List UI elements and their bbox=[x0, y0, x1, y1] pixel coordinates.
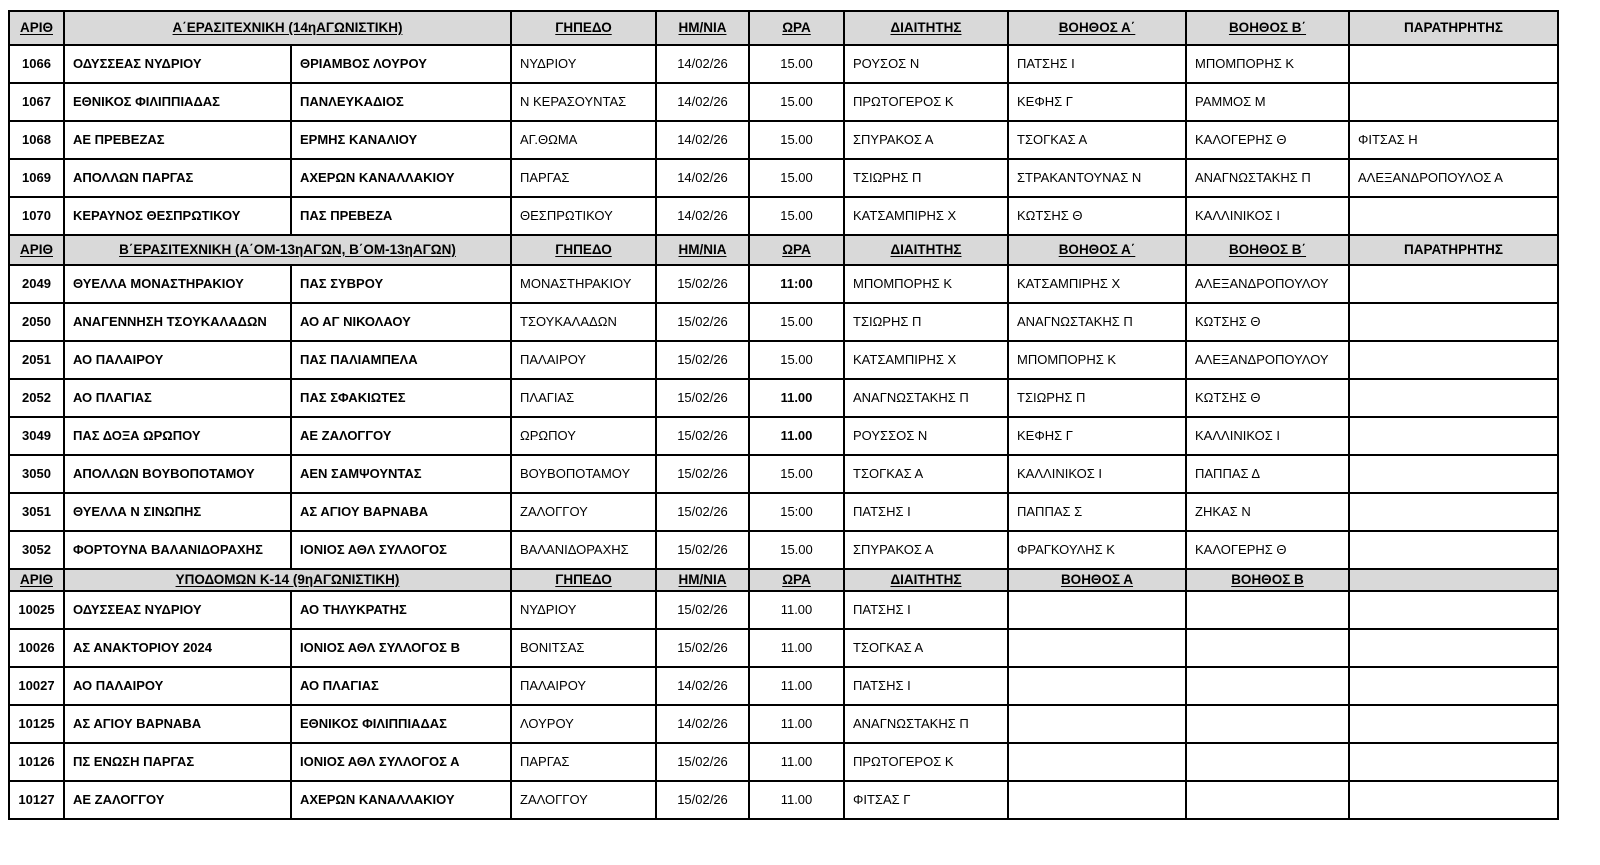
match-time: 15:00 bbox=[749, 493, 844, 531]
assistant-a: ΤΣΟΓΚΑΣ Α bbox=[1008, 121, 1186, 159]
assistant-a bbox=[1008, 705, 1186, 743]
match-row bbox=[9, 197, 1558, 235]
home-team: ΑΝΑΓΕΝΝΗΣΗ ΤΣΟΥΚΑΛΑΔΩΝ bbox=[64, 303, 291, 341]
col-header-time: ΩΡΑ bbox=[749, 11, 844, 45]
match-time: 11.00 bbox=[749, 743, 844, 781]
assistant-b: ΑΛΕΞΑΝΔΡΟΠΟΥΛΟΥ bbox=[1186, 341, 1349, 379]
section-header-row bbox=[9, 11, 1558, 45]
away-team: ΠΑΣ ΣΥΒΡΟΥ bbox=[291, 265, 511, 303]
referee: ΣΠΥΡΑΚΟΣ Α bbox=[844, 121, 1008, 159]
observer bbox=[1349, 493, 1558, 531]
referee: ΤΣΟΓΚΑΣ Α bbox=[844, 629, 1008, 667]
home-team: ΟΔΥΣΣΕΑΣ ΝΥΔΡΙΟΥ bbox=[64, 591, 291, 629]
away-team: ΠΑΝΛΕΥΚΑΔΙΟΣ bbox=[291, 83, 511, 121]
home-team: ΚΕΡΑΥΝΟΣ ΘΕΣΠΡΩΤΙΚΟΥ bbox=[64, 197, 291, 235]
match-number: 10025 bbox=[9, 591, 64, 629]
observer: ΦΙΤΣΑΣ Η bbox=[1349, 121, 1558, 159]
home-team: ΦΟΡΤΟΥΝΑ ΒΑΛΑΝΙΔΟΡΑΧΗΣ bbox=[64, 531, 291, 569]
match-row bbox=[9, 629, 1558, 667]
match-time: 11.00 bbox=[749, 629, 844, 667]
away-team: ΑΟ ΑΓ ΝΙΚΟΛΑΟΥ bbox=[291, 303, 511, 341]
match-number: 1066 bbox=[9, 45, 64, 83]
match-date: 15/02/26 bbox=[656, 531, 749, 569]
referee: ΠΑΤΣΗΣ Ι bbox=[844, 667, 1008, 705]
away-team: ΠΑΣ ΠΡΕΒΕΖΑ bbox=[291, 197, 511, 235]
away-team: ΑΟ ΤΗΛΥΚΡΑΤΗΣ bbox=[291, 591, 511, 629]
referee: ΤΣΙΩΡΗΣ Π bbox=[844, 159, 1008, 197]
match-row bbox=[9, 781, 1558, 819]
match-row bbox=[9, 159, 1558, 197]
assistant-a: ΑΝΑΓΝΩΣΤΑΚΗΣ Π bbox=[1008, 303, 1186, 341]
away-team: ΕΘΝΙΚΟΣ ΦΙΛΙΠΠΙΑΔΑΣ bbox=[291, 705, 511, 743]
observer bbox=[1349, 197, 1558, 235]
venue: Ν ΚΕΡΑΣΟΥΝΤΑΣ bbox=[511, 83, 656, 121]
referee: ΑΝΑΓΝΩΣΤΑΚΗΣ Π bbox=[844, 705, 1008, 743]
empty-area bbox=[1349, 591, 1558, 629]
empty-area bbox=[1349, 781, 1558, 819]
assistant-b: ΖΗΚΑΣ Ν bbox=[1186, 493, 1349, 531]
assistant-b: ΚΑΛΛΙΝΙΚΟΣ Ι bbox=[1186, 197, 1349, 235]
match-row bbox=[9, 83, 1558, 121]
referee: ΑΝΑΓΝΩΣΤΑΚΗΣ Π bbox=[844, 379, 1008, 417]
venue: ΒΟΝΙΤΣΑΣ bbox=[511, 629, 656, 667]
match-row bbox=[9, 303, 1558, 341]
empty-area bbox=[1349, 743, 1558, 781]
home-team: ΑΕ ΖΑΛΟΓΓΟΥ bbox=[64, 781, 291, 819]
match-date: 14/02/26 bbox=[656, 83, 749, 121]
match-number: 1067 bbox=[9, 83, 64, 121]
home-team: ΟΔΥΣΣΕΑΣ ΝΥΔΡΙΟΥ bbox=[64, 45, 291, 83]
match-number: 10127 bbox=[9, 781, 64, 819]
col-header-assistant-b: ΒΟΗΘΟΣ Β΄ bbox=[1186, 235, 1349, 265]
away-team: ΑΧΕΡΩΝ ΚΑΝΑΛΛΑΚΙΟΥ bbox=[291, 159, 511, 197]
section-header-row bbox=[9, 569, 1558, 591]
assistant-a bbox=[1008, 667, 1186, 705]
match-time: 11.00 bbox=[749, 591, 844, 629]
venue: ΒΟΥΒΟΠΟΤΑΜΟΥ bbox=[511, 455, 656, 493]
match-time: 11.00 bbox=[749, 379, 844, 417]
observer bbox=[1349, 531, 1558, 569]
away-team: ΑΣ ΑΓΙΟΥ ΒΑΡΝΑΒΑ bbox=[291, 493, 511, 531]
section-title: Α΄ΕΡΑΣΙΤΕΧΝΙΚΗ (14ηΑΓΩΝΙΣΤΙΚΗ) bbox=[64, 11, 511, 45]
venue: ΠΑΡΓΑΣ bbox=[511, 159, 656, 197]
col-header-venue: ΓΗΠΕΔΟ bbox=[511, 569, 656, 591]
referee: ΠΑΤΣΗΣ Ι bbox=[844, 591, 1008, 629]
match-number: 10026 bbox=[9, 629, 64, 667]
match-number: 3052 bbox=[9, 531, 64, 569]
assistant-b: ΡΑΜΜΟΣ Μ bbox=[1186, 83, 1349, 121]
match-time: 15.00 bbox=[749, 159, 844, 197]
assistant-a: ΚΑΤΣΑΜΠΙΡΗΣ Χ bbox=[1008, 265, 1186, 303]
assistant-b bbox=[1186, 743, 1349, 781]
observer bbox=[1349, 379, 1558, 417]
observer bbox=[1349, 45, 1558, 83]
match-date: 14/02/26 bbox=[656, 705, 749, 743]
assistant-a bbox=[1008, 629, 1186, 667]
home-team: ΑΕ ΠΡΕΒΕΖΑΣ bbox=[64, 121, 291, 159]
home-team: ΠΑΣ ΔΟΞΑ ΩΡΩΠΟΥ bbox=[64, 417, 291, 455]
match-time: 15.00 bbox=[749, 45, 844, 83]
match-number: 2049 bbox=[9, 265, 64, 303]
referee: ΡΟΥΣΣΟΣ Ν bbox=[844, 417, 1008, 455]
match-date: 15/02/26 bbox=[656, 341, 749, 379]
assistant-b bbox=[1186, 629, 1349, 667]
col-header-assistant-a: ΒΟΗΘΟΣ Α bbox=[1008, 569, 1186, 591]
match-number: 1068 bbox=[9, 121, 64, 159]
assistant-b bbox=[1186, 591, 1349, 629]
assistant-a: ΜΠΟΜΠΟΡΗΣ Κ bbox=[1008, 341, 1186, 379]
match-row bbox=[9, 493, 1558, 531]
match-number: 1070 bbox=[9, 197, 64, 235]
match-row bbox=[9, 591, 1558, 629]
match-date: 15/02/26 bbox=[656, 781, 749, 819]
match-time: 15.00 bbox=[749, 455, 844, 493]
match-number: 10126 bbox=[9, 743, 64, 781]
away-team: ΑΕ ΖΑΛΟΓΓΟΥ bbox=[291, 417, 511, 455]
assistant-b bbox=[1186, 667, 1349, 705]
referee: ΠΡΩΤΟΓΕΡΟΣ Κ bbox=[844, 743, 1008, 781]
assistant-a: ΤΣΙΩΡΗΣ Π bbox=[1008, 379, 1186, 417]
venue: ΠΑΡΓΑΣ bbox=[511, 743, 656, 781]
match-date: 15/02/26 bbox=[656, 629, 749, 667]
col-header-referee: ΔΙΑΙΤΗΤΗΣ bbox=[844, 235, 1008, 265]
assistant-a: ΠΑΠΠΑΣ Σ bbox=[1008, 493, 1186, 531]
col-header-arith: ΑΡΙΘ bbox=[9, 11, 64, 45]
match-number: 3050 bbox=[9, 455, 64, 493]
match-date: 14/02/26 bbox=[656, 197, 749, 235]
observer bbox=[1349, 455, 1558, 493]
col-header-referee: ΔΙΑΙΤΗΤΗΣ bbox=[844, 569, 1008, 591]
match-time: 15.00 bbox=[749, 341, 844, 379]
observer bbox=[1349, 265, 1558, 303]
col-header-time: ΩΡΑ bbox=[749, 569, 844, 591]
venue: ΠΑΛΑΙΡΟΥ bbox=[511, 667, 656, 705]
assistant-b: ΚΩΤΣΗΣ Θ bbox=[1186, 379, 1349, 417]
observer: ΑΛΕΞΑΝΔΡΟΠΟΥΛΟΣ Α bbox=[1349, 159, 1558, 197]
match-row bbox=[9, 417, 1558, 455]
match-row bbox=[9, 743, 1558, 781]
away-team: ΑΟ ΠΛΑΓΙΑΣ bbox=[291, 667, 511, 705]
assistant-b: ΠΑΠΠΑΣ Δ bbox=[1186, 455, 1349, 493]
venue: ΤΣΟΥΚΑΛΑΔΩΝ bbox=[511, 303, 656, 341]
col-header-date: ΗΜ/ΝΙΑ bbox=[656, 235, 749, 265]
referee: ΠΡΩΤΟΓΕΡΟΣ Κ bbox=[844, 83, 1008, 121]
venue: ΛΟΥΡΟΥ bbox=[511, 705, 656, 743]
match-row bbox=[9, 705, 1558, 743]
match-time: 15.00 bbox=[749, 83, 844, 121]
assistant-b bbox=[1186, 781, 1349, 819]
match-time: 11:00 bbox=[749, 265, 844, 303]
assistant-a bbox=[1008, 781, 1186, 819]
assistant-a bbox=[1008, 743, 1186, 781]
col-header-observer: ΠΑΡΑΤΗΡΗΤΗΣ bbox=[1349, 235, 1558, 265]
match-number: 10027 bbox=[9, 667, 64, 705]
match-row bbox=[9, 379, 1558, 417]
match-number: 2050 bbox=[9, 303, 64, 341]
section-title: ΥΠΟΔΟΜΩΝ Κ-14 (9ηΑΓΩΝΙΣΤΙΚΗ) bbox=[64, 569, 511, 591]
match-row bbox=[9, 531, 1558, 569]
col-header-assistant-b: ΒΟΗΘΟΣ Β΄ bbox=[1186, 11, 1349, 45]
assistant-a: ΦΡΑΓΚΟΥΛΗΣ Κ bbox=[1008, 531, 1186, 569]
referee: ΠΑΤΣΗΣ Ι bbox=[844, 493, 1008, 531]
assistant-a: ΚΕΦΗΣ Γ bbox=[1008, 417, 1186, 455]
referee: ΣΠΥΡΑΚΟΣ Α bbox=[844, 531, 1008, 569]
observer bbox=[1349, 83, 1558, 121]
away-team: ΑΕΝ ΣΑΜΨΟΥΝΤΑΣ bbox=[291, 455, 511, 493]
venue: ΖΑΛΟΓΓΟΥ bbox=[511, 493, 656, 531]
assistant-b: ΚΩΤΣΗΣ Θ bbox=[1186, 303, 1349, 341]
match-time: 15.00 bbox=[749, 531, 844, 569]
referee: ΚΑΤΣΑΜΠΙΡΗΣ Χ bbox=[844, 341, 1008, 379]
match-number: 2052 bbox=[9, 379, 64, 417]
match-date: 15/02/26 bbox=[656, 265, 749, 303]
venue: ΘΕΣΠΡΩΤΙΚΟΥ bbox=[511, 197, 656, 235]
assistant-b bbox=[1186, 705, 1349, 743]
home-team: ΕΘΝΙΚΟΣ ΦΙΛΙΠΠΙΑΔΑΣ bbox=[64, 83, 291, 121]
referee: ΡΟΥΣΟΣ Ν bbox=[844, 45, 1008, 83]
home-team: ΑΟ ΠΛΑΓΙΑΣ bbox=[64, 379, 291, 417]
assistant-b: ΑΝΑΓΝΩΣΤΑΚΗΣ Π bbox=[1186, 159, 1349, 197]
match-row bbox=[9, 265, 1558, 303]
home-team: ΘΥΕΛΛΑ ΜΟΝΑΣΤΗΡΑΚΙΟΥ bbox=[64, 265, 291, 303]
match-row bbox=[9, 455, 1558, 493]
home-team: ΘΥΕΛΛΑ Ν ΣΙΝΩΠΗΣ bbox=[64, 493, 291, 531]
match-date: 15/02/26 bbox=[656, 417, 749, 455]
observer bbox=[1349, 341, 1558, 379]
match-number: 2051 bbox=[9, 341, 64, 379]
match-date: 14/02/26 bbox=[656, 667, 749, 705]
venue: ΑΓ.ΘΩΜΑ bbox=[511, 121, 656, 159]
col-header-date: ΗΜ/ΝΙΑ bbox=[656, 11, 749, 45]
match-date: 14/02/26 bbox=[656, 159, 749, 197]
col-header-assistant-a: ΒΟΗΘΟΣ Α΄ bbox=[1008, 11, 1186, 45]
col-header-date: ΗΜ/ΝΙΑ bbox=[656, 569, 749, 591]
section-a-erasitexniki bbox=[9, 11, 1558, 235]
assistant-a: ΚΩΤΣΗΣ Θ bbox=[1008, 197, 1186, 235]
match-time: 11.00 bbox=[749, 781, 844, 819]
empty-area bbox=[1349, 629, 1558, 667]
appointments-table bbox=[8, 10, 1559, 820]
section-b-erasitexniki bbox=[9, 235, 1558, 569]
assistant-a: ΚΑΛΛΙΝΙΚΟΣ Ι bbox=[1008, 455, 1186, 493]
referee: ΤΣΙΩΡΗΣ Π bbox=[844, 303, 1008, 341]
match-time: 11.00 bbox=[749, 667, 844, 705]
match-number: 1069 bbox=[9, 159, 64, 197]
match-time: 15.00 bbox=[749, 121, 844, 159]
match-number: 3051 bbox=[9, 493, 64, 531]
col-header-assistant-b: ΒΟΗΘΟΣ Β bbox=[1186, 569, 1349, 591]
assistant-b: ΚΑΛΟΓΕΡΗΣ Θ bbox=[1186, 531, 1349, 569]
venue: ΒΑΛΑΝΙΔΟΡΑΧΗΣ bbox=[511, 531, 656, 569]
empty-area bbox=[1349, 569, 1558, 591]
away-team: ΙΟΝΙΟΣ ΑΘΛ ΣΥΛΛΟΓΟΣ Β bbox=[291, 629, 511, 667]
assistant-b: ΚΑΛΛΙΝΙΚΟΣ Ι bbox=[1186, 417, 1349, 455]
home-team: ΑΣ ΑΓΙΟΥ ΒΑΡΝΑΒΑ bbox=[64, 705, 291, 743]
match-row bbox=[9, 341, 1558, 379]
assistant-b: ΚΑΛΟΓΕΡΗΣ Θ bbox=[1186, 121, 1349, 159]
venue: ΠΑΛΑΙΡΟΥ bbox=[511, 341, 656, 379]
observer bbox=[1349, 417, 1558, 455]
match-date: 15/02/26 bbox=[656, 493, 749, 531]
away-team: ΘΡΙΑΜΒΟΣ ΛΟΥΡΟΥ bbox=[291, 45, 511, 83]
match-row bbox=[9, 121, 1558, 159]
section-title: Β΄ΕΡΑΣΙΤΕΧΝΙΚΗ (Α΄ΟΜ-13ηΑΓΩΝ, Β΄ΟΜ-13ηΑΓΩΝ) bbox=[64, 235, 511, 265]
col-header-observer: ΠΑΡΑΤΗΡΗΤΗΣ bbox=[1349, 11, 1558, 45]
match-date: 15/02/26 bbox=[656, 379, 749, 417]
assistant-b: ΜΠΟΜΠΟΡΗΣ Κ bbox=[1186, 45, 1349, 83]
away-team: ΠΑΣ ΠΑΛΙΑΜΠΕΛΑ bbox=[291, 341, 511, 379]
match-number: 3049 bbox=[9, 417, 64, 455]
home-team: ΑΠΟΛΛΩΝ ΠΑΡΓΑΣ bbox=[64, 159, 291, 197]
match-date: 15/02/26 bbox=[656, 303, 749, 341]
assistant-a: ΚΕΦΗΣ Γ bbox=[1008, 83, 1186, 121]
match-number: 10125 bbox=[9, 705, 64, 743]
venue: ΩΡΩΠΟΥ bbox=[511, 417, 656, 455]
referee: ΚΑΤΣΑΜΠΙΡΗΣ Χ bbox=[844, 197, 1008, 235]
observer bbox=[1349, 303, 1558, 341]
empty-area bbox=[1349, 667, 1558, 705]
col-header-venue: ΓΗΠΕΔΟ bbox=[511, 235, 656, 265]
away-team: ΙΟΝΙΟΣ ΑΘΛ ΣΥΛΛΟΓΟΣ Α bbox=[291, 743, 511, 781]
match-date: 14/02/26 bbox=[656, 121, 749, 159]
referee: ΤΣΟΓΚΑΣ Α bbox=[844, 455, 1008, 493]
match-row bbox=[9, 667, 1558, 705]
section-header-row bbox=[9, 235, 1558, 265]
col-header-arith: ΑΡΙΘ bbox=[9, 235, 64, 265]
home-team: ΑΟ ΠΑΛΑΙΡΟΥ bbox=[64, 341, 291, 379]
match-time: 15.00 bbox=[749, 303, 844, 341]
match-time: 11.00 bbox=[749, 705, 844, 743]
col-header-time: ΩΡΑ bbox=[749, 235, 844, 265]
away-team: ΕΡΜΗΣ ΚΑΝΑΛΙΟΥ bbox=[291, 121, 511, 159]
col-header-assistant-a: ΒΟΗΘΟΣ Α΄ bbox=[1008, 235, 1186, 265]
away-team: ΙΟΝΙΟΣ ΑΘΛ ΣΥΛΛΟΓΟΣ bbox=[291, 531, 511, 569]
assistant-a: ΣΤΡΑΚΑΝΤΟΥΝΑΣ Ν bbox=[1008, 159, 1186, 197]
venue: ΝΥΔΡΙΟΥ bbox=[511, 591, 656, 629]
match-date: 15/02/26 bbox=[656, 455, 749, 493]
home-team: ΑΣ ΑΝΑΚΤΟΡΙΟΥ 2024 bbox=[64, 629, 291, 667]
match-time: 15.00 bbox=[749, 197, 844, 235]
home-team: ΑΠΟΛΛΩΝ ΒΟΥΒΟΠΟΤΑΜΟΥ bbox=[64, 455, 291, 493]
col-header-arith: ΑΡΙΘ bbox=[9, 569, 64, 591]
home-team: ΑΟ ΠΑΛΑΙΡΟΥ bbox=[64, 667, 291, 705]
match-date: 14/02/26 bbox=[656, 45, 749, 83]
away-team: ΑΧΕΡΩΝ ΚΑΝΑΛΛΑΚΙΟΥ bbox=[291, 781, 511, 819]
match-date: 15/02/26 bbox=[656, 743, 749, 781]
col-header-venue: ΓΗΠΕΔΟ bbox=[511, 11, 656, 45]
home-team: ΠΣ ΕΝΩΣΗ ΠΑΡΓΑΣ bbox=[64, 743, 291, 781]
venue: ΜΟΝΑΣΤΗΡΑΚΙΟΥ bbox=[511, 265, 656, 303]
venue: ΖΑΛΟΓΓΟΥ bbox=[511, 781, 656, 819]
col-header-referee: ΔΙΑΙΤΗΤΗΣ bbox=[844, 11, 1008, 45]
assistant-a: ΠΑΤΣΗΣ Ι bbox=[1008, 45, 1186, 83]
match-time: 11.00 bbox=[749, 417, 844, 455]
venue: ΠΛΑΓΙΑΣ bbox=[511, 379, 656, 417]
referee: ΦΙΤΣΑΣ Γ bbox=[844, 781, 1008, 819]
assistant-a bbox=[1008, 591, 1186, 629]
empty-area bbox=[1349, 705, 1558, 743]
section-ypodomwn-k14 bbox=[9, 569, 1558, 819]
match-date: 15/02/26 bbox=[656, 591, 749, 629]
match-row bbox=[9, 45, 1558, 83]
venue: ΝΥΔΡΙΟΥ bbox=[511, 45, 656, 83]
away-team: ΠΑΣ ΣΦΑΚΙΩΤΕΣ bbox=[291, 379, 511, 417]
referee: ΜΠΟΜΠΟΡΗΣ Κ bbox=[844, 265, 1008, 303]
assistant-b: ΑΛΕΞΑΝΔΡΟΠΟΥΛΟΥ bbox=[1186, 265, 1349, 303]
